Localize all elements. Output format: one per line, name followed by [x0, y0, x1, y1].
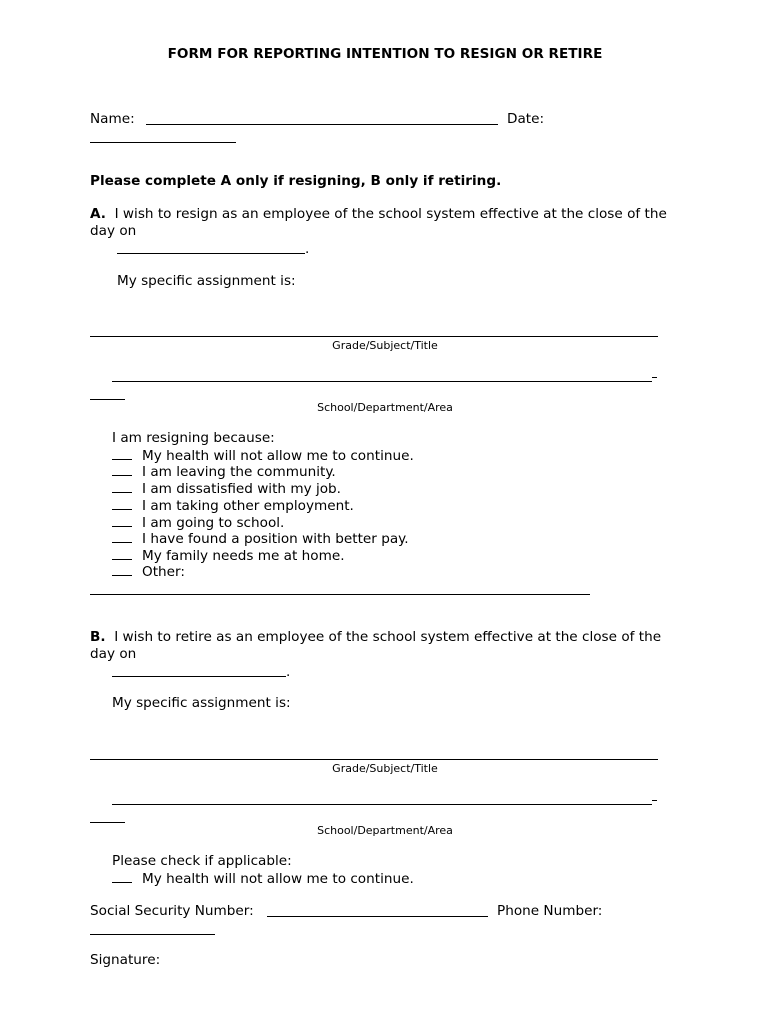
checkbox-blank[interactable] [112, 547, 132, 560]
section-a-text-cont: day on [90, 223, 137, 239]
checkbox-blank[interactable] [112, 480, 132, 493]
checkbox-blank[interactable] [112, 514, 132, 527]
field-continuation [652, 800, 657, 801]
date-field[interactable] [90, 142, 236, 143]
checkbox-blank[interactable] [112, 530, 132, 543]
section-a-school-field-cont[interactable] [90, 399, 125, 400]
instruction-text: Please complete A only if resigning, B only if retiring. [90, 173, 502, 189]
section-b-grade-field[interactable] [90, 759, 658, 760]
section-a-assignment-label: My specific assignment is: [117, 273, 296, 289]
section-a-grade-caption: Grade/Subject/Title [332, 339, 438, 352]
section-b-letter: B. [90, 629, 106, 645]
name-label: Name: [90, 111, 135, 127]
section-b-assignment-label: My specific assignment is: [112, 695, 291, 711]
phone-field[interactable] [90, 934, 215, 935]
section-a-date-field[interactable] [117, 253, 305, 254]
period: . [305, 241, 310, 257]
field-continuation [652, 377, 657, 378]
section-b-text-cont: day on [90, 646, 137, 662]
date-label: Date: [507, 111, 545, 127]
section-b-date-field[interactable] [112, 676, 286, 677]
reason-item[interactable]: My family needs me at home. [112, 547, 345, 565]
reason-item[interactable]: I am dissatisfied with my job. [112, 480, 341, 498]
section-a-statement: I wish to resign as an employee of the school system effective at the close of the [114, 206, 667, 222]
checkbox-blank[interactable] [112, 497, 132, 510]
section-a-school-field[interactable] [112, 381, 652, 382]
section-b-school-field-cont[interactable] [90, 822, 125, 823]
period: . [286, 664, 291, 680]
form-title: FORM FOR REPORTING INTENTION TO RESIGN OR RETIRE [167, 46, 603, 62]
check-label: Please check if applicable: [112, 853, 292, 869]
section-b-grade-caption: Grade/Subject/Title [332, 762, 438, 775]
section-a-grade-field[interactable] [90, 336, 658, 337]
reason-item[interactable]: My health will not allow me to continue. [112, 447, 414, 465]
section-b-school-field[interactable] [112, 804, 652, 805]
reason-item[interactable]: I am leaving the community. [112, 463, 336, 481]
section-a-text [90, 206, 667, 223]
reason-item[interactable]: I am taking other employment. [112, 497, 354, 515]
section-a-letter: A. [90, 206, 106, 222]
ssn-label: Social Security Number: [90, 903, 254, 919]
checkbox-blank[interactable] [112, 870, 132, 883]
section-b-text [90, 629, 661, 646]
check-item[interactable]: My health will not allow me to continue. [112, 870, 414, 888]
checkbox-blank[interactable] [112, 563, 132, 576]
reason-item[interactable]: I have found a position with better pay. [112, 530, 409, 548]
section-b-school-caption: School/Department/Area [317, 824, 453, 837]
section-b-statement: I wish to retire as an employee of the school system effective at the close of the [114, 629, 662, 645]
signature-label: Signature: [90, 952, 161, 968]
reasons-label: I am resigning because: [112, 430, 275, 446]
other-reason-field[interactable] [90, 594, 590, 595]
reason-item[interactable]: I am going to school. [112, 514, 284, 532]
checkbox-blank[interactable] [112, 463, 132, 476]
name-field[interactable] [146, 124, 498, 125]
section-a-school-caption: School/Department/Area [317, 401, 453, 414]
phone-label: Phone Number: [497, 903, 603, 919]
checkbox-blank[interactable] [112, 447, 132, 460]
ssn-field[interactable] [267, 916, 488, 917]
reason-item-other[interactable]: Other: [112, 563, 185, 581]
